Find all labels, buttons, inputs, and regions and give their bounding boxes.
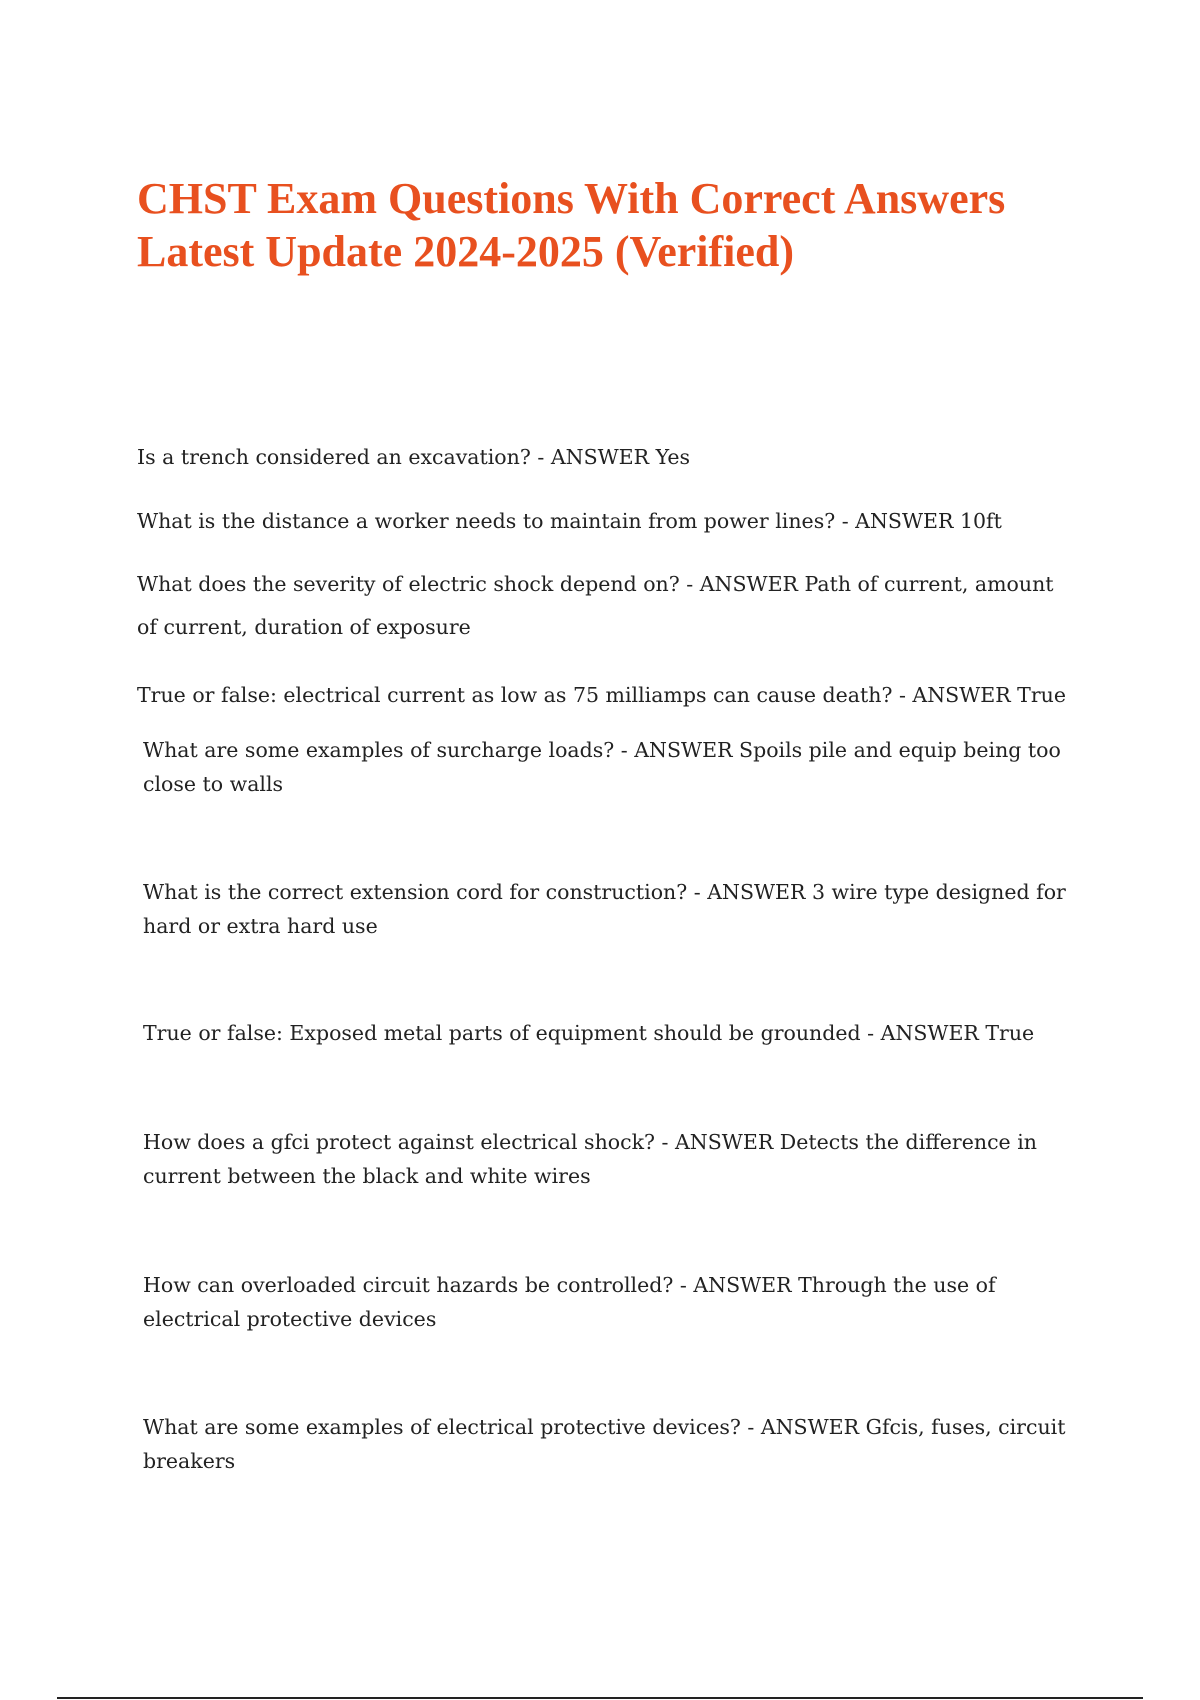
title-line-1: CHST Exam Questions With Correct Answers [137,174,1006,223]
question-text: True or false: electrical current as low as 75 milliamps can cause death? - [137,683,912,707]
answer-text: ANSWER True [880,1021,1035,1045]
qa-item-1 [137,436,1077,479]
qa-item-4 [137,674,1077,717]
answer-text: ANSWER True [912,683,1066,707]
question-text: How does a gfci protect against electrical shock? - [143,1130,675,1154]
qa-item-8 [143,1125,1083,1193]
question-text: How can overloaded circuit hazards be controlled? - [143,1273,693,1297]
qa-item-5 [143,733,1083,801]
qa-item-9 [143,1268,1083,1336]
answer-text: ANSWER Through the use of electrical protective devices [143,1273,996,1331]
title-line-2: Latest Update 2024-2025 (Verified) [137,227,795,276]
answer-text: ANSWER Yes [550,445,691,469]
question-text: What is the distance a worker needs to maintain from power lines? - [137,509,855,533]
answer-text: ANSWER 3 wire type designed for hard or extra hard use [143,880,1066,938]
footer-divider [57,1697,1143,1699]
answer-text: ANSWER Gfcis, fuses, circuit breakers [143,1415,1066,1473]
qa-item-3 [137,563,1077,649]
question-text: What are some examples of surcharge loads? - [143,738,634,762]
answer-text: ANSWER Detects the difference in current between the black and white wires [143,1130,1037,1188]
document-title [137,172,1117,278]
qa-item-10 [143,1410,1083,1478]
question-text: Is a trench considered an excavation? - [137,445,551,469]
qa-item-7 [143,1016,1083,1050]
question-text: What is the correct extension cord for construction? - [143,880,707,904]
answer-text: ANSWER Path of current, amount of current, duration of exposure [137,572,1054,639]
qa-item-6 [143,875,1083,943]
qa-item-2 [137,500,1077,543]
question-text: What does the severity of electric shock depend on? - [137,572,700,596]
question-text: What are some examples of electrical protective devices? - [143,1415,761,1439]
answer-text: ANSWER 10ft [855,509,1002,533]
question-text: True or false: Exposed metal parts of equipment should be grounded - [143,1021,881,1045]
answer-text: ANSWER Spoils pile and equip being too close to walls [143,738,1061,796]
